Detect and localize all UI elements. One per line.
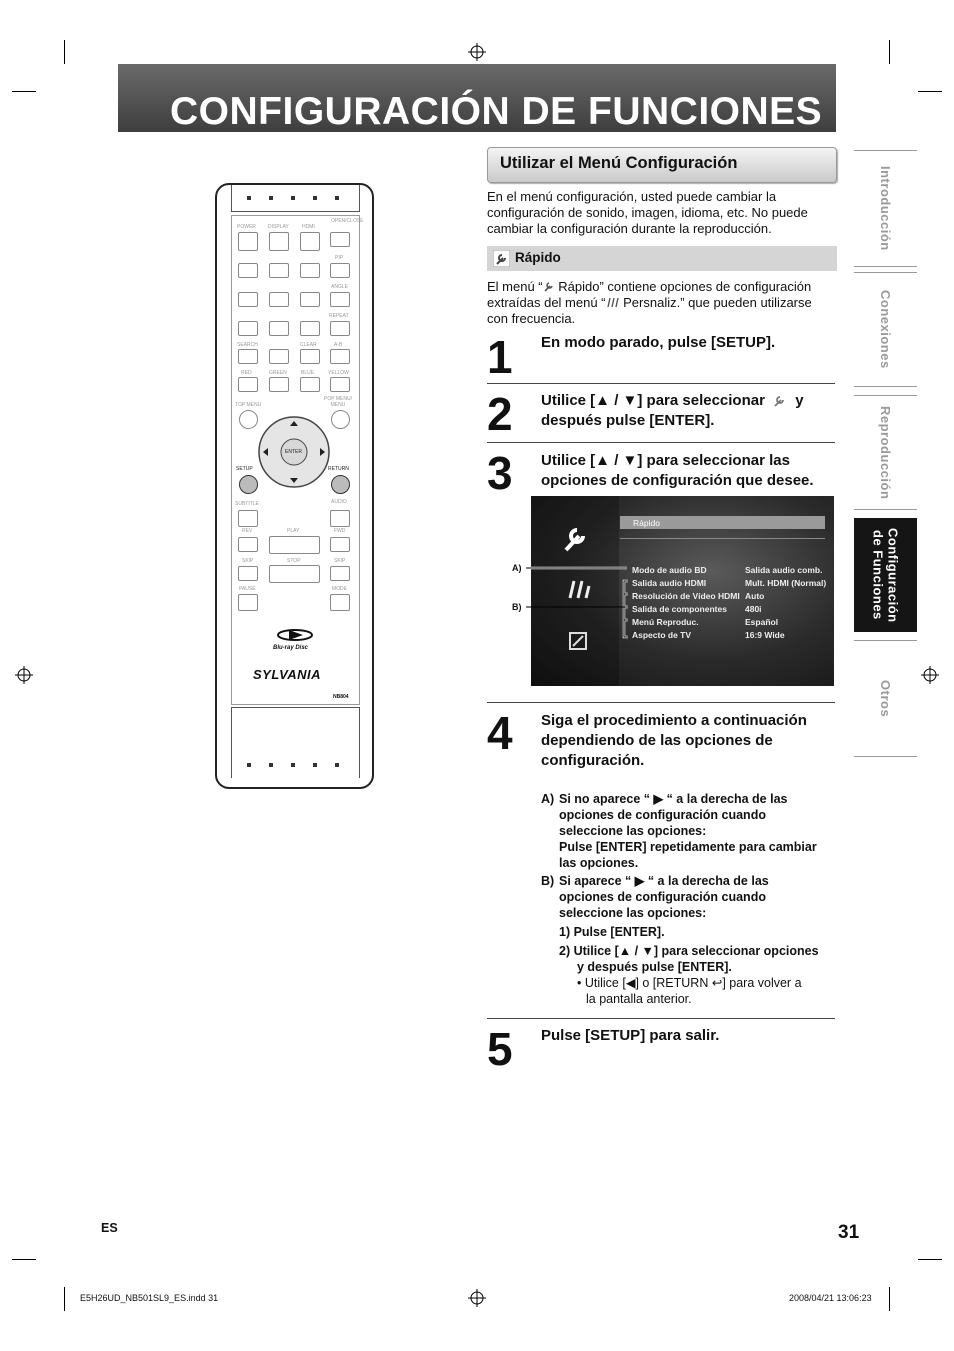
remote-label: POWER — [237, 224, 256, 230]
pause-button — [238, 594, 258, 611]
remote-label: SUBTITLE — [235, 501, 259, 507]
step-text: Utilice [▲ / ▼] para seleccionar las opciones de configuración que desee. — [541, 452, 814, 489]
tab-configuracion[interactable]: Configuración de Funciones — [854, 518, 917, 632]
remote-label: SKIP — [242, 558, 254, 564]
remote-label: SKIP — [334, 558, 346, 564]
stop-button — [269, 565, 320, 583]
divider — [487, 702, 835, 703]
crop-mark — [918, 91, 942, 92]
rapido-subheading: Rápido — [487, 246, 837, 271]
red-button — [238, 377, 258, 392]
setting-value: 480i — [745, 604, 762, 614]
remote-label: ANGLE — [331, 284, 348, 290]
yellow-button — [330, 377, 350, 392]
setting-value: Auto — [745, 591, 765, 601]
crop-mark — [12, 91, 36, 92]
remote-label: GREEN — [269, 370, 287, 376]
step-number: 3 — [487, 447, 513, 499]
tab-otros[interactable]: Otros — [854, 640, 917, 757]
setting-label: Salida audio HDMI — [632, 578, 707, 588]
remote-label: YELLOW — [328, 370, 349, 376]
remote-dots-top — [247, 196, 347, 200]
skip-back-button — [238, 566, 258, 581]
remote-label: PLAY — [287, 528, 300, 534]
eject-button — [330, 232, 350, 247]
enter-label: ENTER — [285, 449, 302, 455]
setting-value: Salida audio comb. — [745, 565, 823, 575]
remote-label: TOP MENU — [235, 402, 262, 408]
registration-mark-icon — [468, 1289, 486, 1307]
digit-button — [300, 321, 320, 336]
clear-button — [300, 349, 320, 364]
divider — [487, 442, 835, 443]
screen-title: Rápido — [633, 518, 660, 528]
remote-label: BLUE — [301, 370, 315, 376]
skip-forward-button — [330, 566, 350, 581]
bluray-logo-icon — [275, 627, 315, 643]
remote-label: POP MENU/ MENU — [324, 396, 352, 408]
step-text: Siga el procedimiento a continuación dependiendo de las opciones de configuración. — [541, 712, 807, 769]
blue-button — [300, 377, 320, 392]
callout-label-b: B) — [512, 602, 522, 612]
remote-bottom-panel — [231, 707, 360, 778]
rapido-description: El menú “ Rápido” contiene opciones de configuración extraídas del menú “ Persnaliz.” que pueden utilizarse con frecuencia. — [487, 279, 812, 326]
remote-label: REPEAT — [329, 313, 349, 319]
wrench-icon — [543, 280, 555, 292]
tab-introduccion[interactable]: Introducción — [854, 150, 917, 267]
wrench-icon — [561, 522, 591, 554]
search-button — [238, 349, 258, 364]
mode-button — [330, 594, 350, 611]
registration-mark-icon — [921, 666, 939, 684]
callout-label-a: A) — [512, 563, 522, 573]
pip-button — [330, 263, 350, 278]
setting-value: Mult. HDMI (Normal) — [745, 578, 827, 588]
digit-button — [269, 292, 289, 307]
remote-control-illustration — [215, 183, 374, 789]
crop-mark — [889, 1287, 890, 1311]
digit-button — [300, 263, 320, 278]
top-menu-button — [239, 410, 258, 429]
remote-label: AUDIO — [331, 499, 347, 505]
remote-label: SETUP — [236, 466, 253, 472]
wrench-icon — [773, 393, 787, 407]
popup-menu-button — [331, 410, 350, 429]
remote-label: RETURN — [328, 466, 349, 472]
setting-label: Menú Reproduc. — [632, 617, 699, 627]
step-number: 1 — [487, 331, 513, 383]
remote-label: CLEAR — [300, 342, 317, 348]
fwd-button — [330, 537, 350, 552]
remote-label: A-B — [334, 342, 343, 348]
setting-label: Modo de audio BD — [632, 565, 707, 575]
setting-label: Aspecto de TV — [632, 630, 692, 640]
digit-button — [238, 263, 258, 278]
digit-button — [300, 292, 320, 307]
crop-mark — [918, 1259, 942, 1260]
tab-conexiones[interactable]: Conexiones — [854, 272, 917, 387]
remote-label: OPEN/CLOSE — [331, 218, 364, 224]
digit-button — [269, 349, 289, 364]
remote-label: PAUSE — [239, 586, 256, 592]
digit-button — [238, 292, 258, 307]
digit-button — [269, 321, 289, 336]
remote-label: MODE — [332, 586, 347, 592]
setup-button — [239, 475, 258, 494]
ab-button — [330, 349, 350, 364]
custom-settings-icon — [606, 296, 620, 308]
option-a: A) Si no aparece “ ▶ “ a la derecha de las opciones de configuración cuando seleccione las opciones: Pulse [ENTER] repetidamente para cambiar las opciones. — [541, 792, 817, 870]
step-number: 5 — [487, 1023, 513, 1075]
section-heading-text: Utilizar el Menú Configuración — [500, 154, 738, 172]
repeat-button — [330, 321, 350, 336]
registration-mark-icon — [15, 666, 33, 684]
digit-button — [238, 321, 258, 336]
page-title: CONFIGURACIÓN DE FUNCIONES — [170, 90, 823, 133]
remote-label: FWD — [334, 528, 346, 534]
crop-mark — [889, 40, 890, 64]
remote-label: HDMI — [302, 224, 315, 230]
divider — [487, 1018, 835, 1019]
page-number: 31 — [838, 1222, 860, 1243]
remote-label: STOP — [287, 558, 301, 564]
section-heading — [487, 147, 837, 183]
remote-dots-bottom — [247, 763, 347, 767]
callout-lines — [524, 560, 634, 640]
audio-button — [330, 510, 350, 527]
option-b: B) Si aparece “ ▶ “ a la derecha de las opciones de configuración cuando seleccione las opciones: 1) Pulse [ENTER]. 2) Utilice [▲ / ▼] para seleccionar opciones y después pulse [ENTER]. • Utilice [◀] o [RETURN ↩] para volver a la pantalla anterior. — [541, 874, 819, 1006]
language-code: ES — [101, 1221, 118, 1235]
intro-paragraph: En el menú configuración, usted puede cambiar la configuración de sonido, imagen, idioma, etc. No puede cambiar la configuración durante la reproducción. — [487, 189, 808, 236]
subtitle-button — [238, 510, 258, 527]
step-number: 2 — [487, 388, 513, 440]
setting-value: 16:9 Wide — [745, 630, 785, 640]
footer-timestamp: 2008/04/21 13:06:23 — [789, 1293, 872, 1303]
divider — [487, 383, 835, 384]
footer-filename: E5H26UD_NB501SL9_ES.indd 31 — [80, 1293, 219, 1303]
remote-label: DISPLAY — [268, 224, 289, 230]
setting-label: Resolución de Vídeo HDMI — [632, 591, 740, 601]
step-text: Pulse [SETUP] para salir. — [541, 1027, 720, 1044]
wrench-icon — [493, 250, 510, 267]
title-banner — [118, 64, 836, 132]
remote-label: RED — [241, 370, 252, 376]
step-text: Utilice [▲ / ▼] para seleccionar y después pulse [ENTER]. — [541, 392, 804, 429]
step-text: En modo parado, pulse [SETUP]. — [541, 334, 776, 351]
digit-button — [269, 263, 289, 278]
display-button — [269, 232, 289, 251]
setting-label: Salida de componentes — [632, 604, 727, 614]
brand-logo: SYLVANIA — [253, 667, 322, 682]
crop-mark — [12, 1259, 36, 1260]
hdmi-button — [300, 232, 320, 251]
remote-label: PIP — [335, 255, 344, 261]
remote-label: REV — [242, 528, 253, 534]
angle-button — [330, 292, 350, 307]
tab-reproduccion[interactable]: Reproducción — [854, 395, 917, 510]
screen-divider — [620, 538, 825, 539]
model-number: NB804 — [333, 694, 349, 700]
registration-mark-icon — [468, 43, 486, 61]
setting-value: Español — [745, 617, 779, 627]
play-button — [269, 536, 320, 554]
return-button — [331, 475, 350, 494]
remote-label: SEARCH — [237, 342, 258, 348]
step-number: 4 — [487, 707, 513, 759]
bluray-logo-text: Blu-ray Disc — [273, 645, 309, 651]
rev-button — [238, 537, 258, 552]
crop-mark — [64, 40, 65, 64]
green-button — [269, 377, 289, 392]
power-button — [238, 232, 258, 251]
crop-mark — [64, 1287, 65, 1311]
